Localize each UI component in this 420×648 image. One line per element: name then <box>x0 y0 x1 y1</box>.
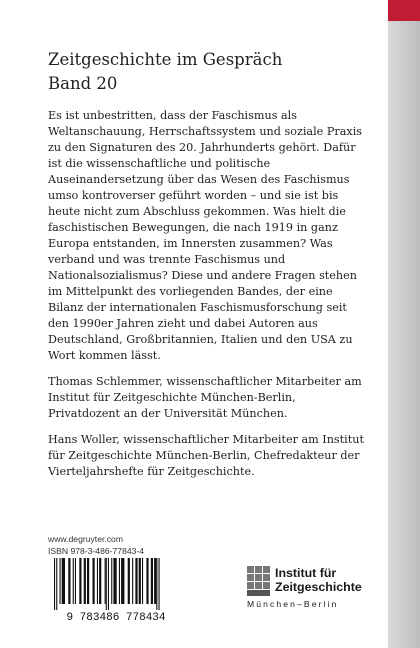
barcode-guard-bar <box>156 558 157 610</box>
logo-wordmark <box>275 566 362 594</box>
barcode-bar <box>105 558 106 604</box>
logo-line-2: Zeitgeschichte <box>275 580 362 594</box>
publisher-website: www.degruyter.com <box>48 534 123 544</box>
barcode-bar <box>79 558 81 604</box>
back-cover-content <box>48 48 368 480</box>
series-title: Zeitgeschichte im Gespräch <box>48 50 283 69</box>
barcode-bar <box>151 558 153 604</box>
volume-number: Band 20 <box>48 74 118 93</box>
barcode-guard-bar <box>106 558 107 610</box>
barcode-guard-bar <box>108 558 109 610</box>
publisher-meta <box>48 533 144 557</box>
barcode-bar <box>128 558 130 604</box>
red-accent-band <box>388 0 420 21</box>
barcode-bars <box>54 558 160 610</box>
barcode-bar <box>73 558 74 604</box>
isbn-barcode <box>48 558 184 622</box>
barcode-digits: 9 783486 778434 <box>66 612 166 622</box>
barcode-bar <box>146 558 148 604</box>
barcode-bar <box>132 558 133 604</box>
isbn: ISBN 978-3-486-77843-4 <box>48 546 145 556</box>
barcode-bar <box>62 558 65 604</box>
barcode-bar <box>87 558 89 604</box>
barcode-bar <box>84 558 86 604</box>
barcode-bar <box>68 558 70 604</box>
barcode-bar <box>93 558 95 604</box>
author-bio-text: Hans Woller, wissenschaftlicher Mitarbeiter am Institut für Zeitgeschichte München-Berlin, Chefredakteur der Vierteljahrshefte für Zeitgeschichte. <box>48 433 364 478</box>
barcode-bar <box>113 558 116 604</box>
barcode-bar <box>139 558 141 604</box>
barcode-bar <box>119 558 120 604</box>
institute-logo-mark-icon <box>247 566 271 596</box>
author-bio-2 <box>48 432 368 480</box>
barcode-bar <box>142 558 143 604</box>
blurb-text: Es ist unbestritten, dass der Faschismus als Weltanschauung, Herrschaftssystem und soziale Praxis zu den Signaturen des 20. Jahrhunderts gehört. Dafür ist die wissenschaftliche und politische Auseinandersetzung über das Wesen des Faschismus umso kontroverser geführt worden – und sie ist bis heute nicht zum Abschluss gekommen. Was hielt die faschistischen Bewegungen, die nach 1919 in ganz Europa entstanden, im Innersten zusammen? Was verband und was trennte Faschismus und Nationalsozialismus? Diese und andere Fragen stehen im Mittelpunkt des vorliegenden Bandes, der eine Bilanz der internationalen Faschismusforschung seit den 1990er Jahren zieht und dabei Autoren aus Deutschland, Großbritannien, Italien und den USA zu Wort kommen lässt. <box>48 109 363 362</box>
logo-line-1: Institut für <box>275 566 337 580</box>
barcode-bar <box>154 558 156 604</box>
barcode-bar <box>60 558 61 604</box>
barcode-bar <box>135 558 137 604</box>
barcode-bar <box>97 558 98 604</box>
author-bio-text: Thomas Schlemmer, wissenschaftlicher Mitarbeiter am Institut für Zeitgeschichte München-Berlin, Privatdozent an der Universität München. <box>48 375 362 420</box>
blurb <box>48 108 368 364</box>
barcode-bar <box>111 558 112 604</box>
institute-logo <box>247 566 367 610</box>
barcode-guard-bar <box>159 558 160 610</box>
barcode-guard-bar <box>56 558 57 610</box>
barcode-guard-bar <box>54 558 55 610</box>
logo-line-3: München–Berlin <box>247 599 339 609</box>
barcode-bar <box>121 558 124 604</box>
barcode-bar <box>99 558 101 604</box>
author-bio-1 <box>48 374 368 422</box>
spine-band <box>388 0 420 648</box>
barcode-bar <box>75 558 76 604</box>
